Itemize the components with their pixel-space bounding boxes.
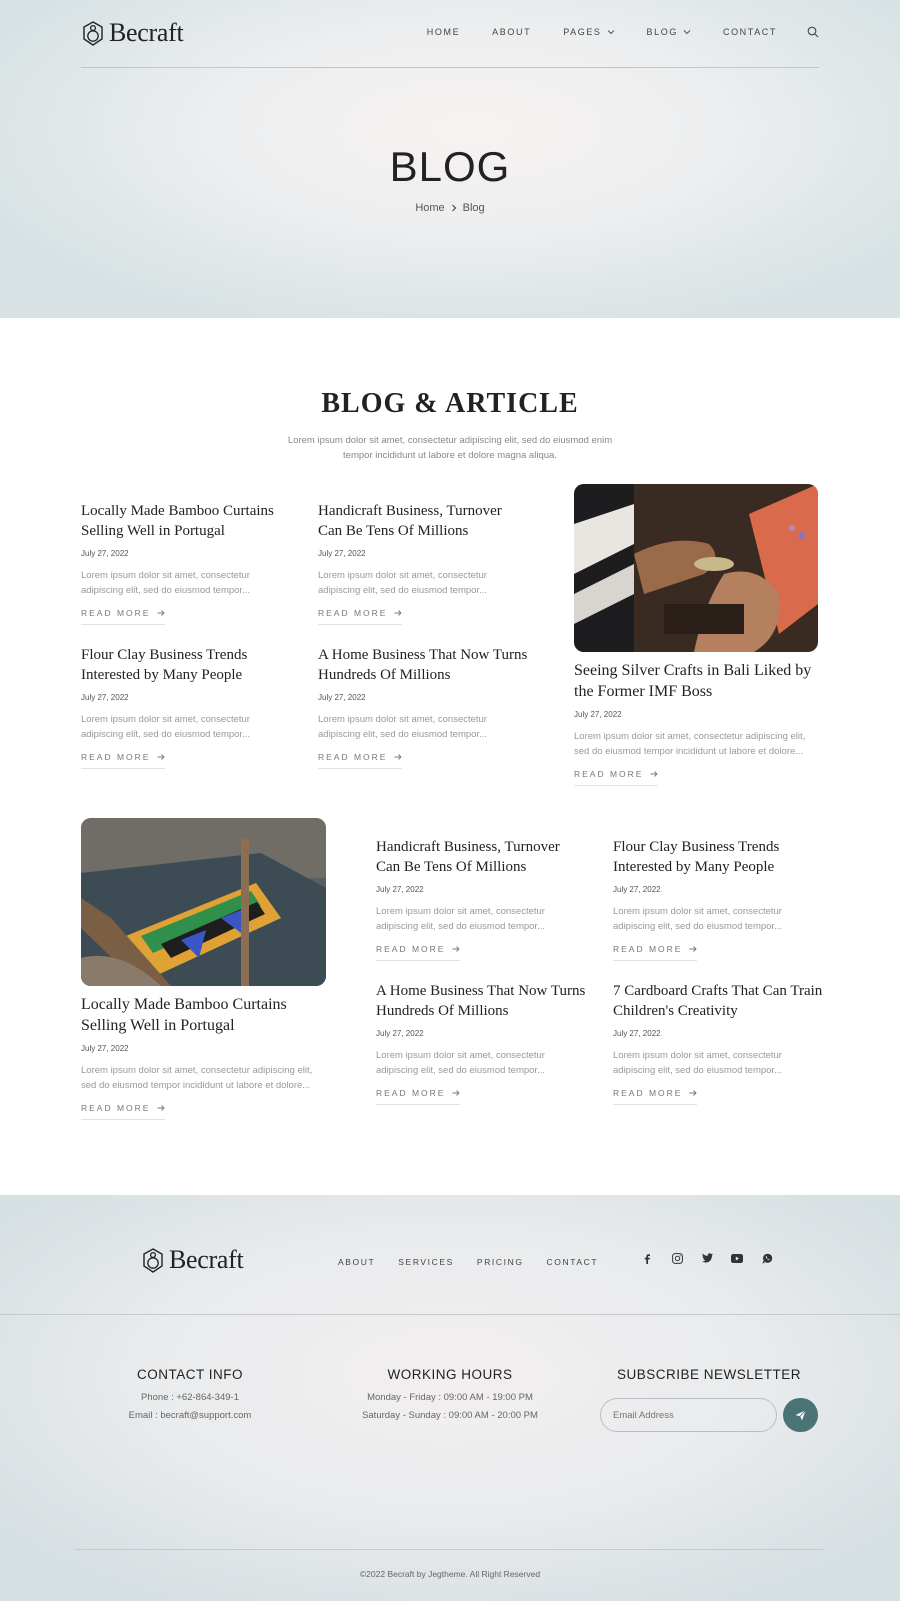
twitter-icon[interactable] <box>700 1251 714 1265</box>
read-more-label: READ MORE <box>613 944 683 954</box>
main-nav <box>427 26 819 38</box>
footer-brand-logo[interactable] <box>141 1245 243 1275</box>
post-date: July 27, 2022 <box>318 549 366 558</box>
weaving-loom-photo <box>81 818 326 986</box>
chevron-down-icon <box>683 29 691 35</box>
post-title[interactable]: Locally Made Bamboo Curtains Selling Well in Portugal <box>81 996 287 1034</box>
chevron-down-icon <box>607 29 615 35</box>
post-excerpt: Lorem ipsum dolor sit amet, consectetur adipiscing elit, sed do eiusmod tempor... <box>81 714 250 740</box>
section-title: BLOG & ARTICLE <box>321 388 579 419</box>
post-date: July 27, 2022 <box>376 885 424 894</box>
post-title[interactable]: 7 Cardboard Crafts That Can Train Children's Creativity <box>613 983 823 1019</box>
newsletter-title: SUBSCRIBE NEWSLETTER <box>616 1367 802 1382</box>
read-more-label: READ MORE <box>376 1088 446 1098</box>
post-date: July 27, 2022 <box>376 1029 424 1038</box>
post-excerpt: Lorem ipsum dolor sit amet, consectetur adipiscing elit, sed do eiusmod tempor... <box>376 1050 545 1076</box>
arrow-right-icon <box>689 945 697 953</box>
working-hours-title: WORKING HOURS <box>387 1367 513 1382</box>
post-image-weaving[interactable] <box>81 818 326 986</box>
copyright: ©2022 Becraft by Jegtheme. All Right Reserved <box>359 1569 541 1579</box>
nav-home[interactable] <box>427 27 460 37</box>
nav-about[interactable] <box>492 27 531 37</box>
nav-about-label: ABOUT <box>492 27 532 37</box>
search-icon[interactable] <box>807 26 819 38</box>
nav-contact-label: CONTACT <box>722 27 777 37</box>
post-date: July 27, 2022 <box>81 693 129 702</box>
read-more-label: READ MORE <box>81 1103 151 1113</box>
nav-contact[interactable] <box>723 27 777 37</box>
blog-post-card <box>81 645 281 769</box>
nav-blog[interactable] <box>647 27 691 37</box>
read-more-label: READ MORE <box>318 752 388 762</box>
brand-name: Becraft <box>169 1245 244 1274</box>
newsletter-submit-button[interactable] <box>783 1398 818 1432</box>
arrow-right-icon <box>650 770 658 778</box>
post-excerpt: Lorem ipsum dolor sit amet, consectetur adipiscing elit, sed do eiusmod tempor... <box>613 1050 782 1076</box>
read-more-link[interactable] <box>613 944 697 961</box>
arrow-right-icon <box>452 1089 460 1097</box>
read-more-link[interactable] <box>318 608 402 625</box>
post-excerpt: Lorem ipsum dolor sit amet, consectetur adipiscing elit, sed do eiusmod tempor... <box>318 714 487 740</box>
read-more-link[interactable] <box>376 944 460 961</box>
read-more-link[interactable] <box>318 752 402 769</box>
site-header <box>81 0 819 68</box>
arrow-right-icon <box>394 753 402 761</box>
footer-nav-about[interactable]: ABOUT <box>338 1257 376 1267</box>
read-more-link[interactable] <box>81 1103 165 1120</box>
contact-info-title: CONTACT INFO <box>137 1367 243 1382</box>
footer-nav <box>338 1257 598 1267</box>
send-icon <box>795 1410 806 1421</box>
page-title: BLOG <box>389 143 511 190</box>
brand-logo-icon <box>81 18 105 48</box>
post-date: July 27, 2022 <box>81 1044 129 1053</box>
post-excerpt: Lorem ipsum dolor sit amet, consectetur adipiscing elit, sed do eiusmod tempor incididunt ut labore et dolore... <box>81 1065 313 1091</box>
section-subtitle: Lorem ipsum dolor sit amet, consectetur adipiscing elit, sed do eiusmod enim tempor incididunt ut labore et dolore magna aliqua. <box>287 435 613 461</box>
breadcrumb <box>0 202 900 214</box>
read-more-label: READ MORE <box>81 608 151 618</box>
post-title[interactable]: A Home Business That Now Turns Hundreds Of Millions <box>318 647 528 683</box>
read-more-label: READ MORE <box>574 769 644 779</box>
post-excerpt: Lorem ipsum dolor sit amet, consectetur adipiscing elit, sed do eiusmod tempor... <box>613 906 782 932</box>
breadcrumb-current: Blog <box>462 202 485 214</box>
read-more-link[interactable] <box>613 1088 697 1105</box>
post-title[interactable]: Flour Clay Business Trends Interested by Many People <box>613 839 780 875</box>
arrow-right-icon <box>689 1089 697 1097</box>
footer-nav-pricing[interactable]: PRICING <box>476 1257 524 1267</box>
blog-post-card <box>613 837 823 961</box>
nav-pages-label: PAGES <box>563 27 602 37</box>
contact-email[interactable]: Email : becraft@support.com <box>128 1410 252 1421</box>
arrow-right-icon <box>394 609 402 617</box>
footer-divider <box>75 1549 825 1550</box>
read-more-label: READ MORE <box>376 944 446 954</box>
brand-logo[interactable] <box>81 18 183 48</box>
post-excerpt: Lorem ipsum dolor sit amet, consectetur adipiscing elit, sed do eiusmod tempor... <box>81 570 250 596</box>
arrow-right-icon <box>452 945 460 953</box>
blog-post-card <box>81 994 326 1120</box>
hours-weekend: Saturday - Sunday : 09:00 AM - 20:00 PM <box>362 1410 538 1421</box>
chevron-right-icon <box>451 204 457 212</box>
nav-home-label: HOME <box>426 27 461 37</box>
social-links <box>640 1251 774 1265</box>
working-hours <box>340 1367 560 1421</box>
brand-logo-icon <box>141 1245 165 1275</box>
youtube-icon[interactable] <box>730 1251 744 1265</box>
blog-post-card <box>574 660 818 786</box>
read-more-link[interactable] <box>376 1088 460 1105</box>
brand-name: Becraft <box>109 18 184 47</box>
facebook-icon[interactable] <box>640 1251 654 1265</box>
instagram-icon[interactable] <box>670 1251 684 1265</box>
footer-nav-services[interactable]: SERVICES <box>398 1257 454 1267</box>
read-more-link[interactable] <box>81 752 165 769</box>
arrow-right-icon <box>157 609 165 617</box>
whatsapp-icon[interactable] <box>760 1251 774 1265</box>
nav-pages[interactable] <box>563 27 614 37</box>
post-excerpt: Lorem ipsum dolor sit amet, consectetur adipiscing elit, sed do eiusmod tempor... <box>376 906 545 932</box>
post-title[interactable]: A Home Business That Now Turns Hundreds Of Millions <box>376 983 586 1019</box>
post-title[interactable]: Flour Clay Business Trends Interested by Many People <box>81 647 248 683</box>
newsletter-email-input[interactable] <box>600 1398 777 1432</box>
blog-post-card <box>81 501 281 625</box>
post-date: July 27, 2022 <box>574 710 622 719</box>
post-date: July 27, 2022 <box>613 885 661 894</box>
read-more-label: READ MORE <box>81 752 151 762</box>
arrow-right-icon <box>157 753 165 761</box>
site-footer <box>0 1195 900 1601</box>
post-title[interactable]: Handicraft Business, Turnover Can Be Tens Of Millions <box>318 503 502 539</box>
footer-nav-contact[interactable]: CONTACT <box>546 1257 599 1267</box>
post-title[interactable]: Seeing Silver Crafts in Bali Liked by the Former IMF Boss <box>574 662 812 700</box>
post-date: July 27, 2022 <box>81 549 129 558</box>
read-more-link[interactable] <box>81 608 165 625</box>
post-image-silver-crafts[interactable] <box>574 484 818 652</box>
hours-weekday: Monday - Friday : 09:00 AM - 19:00 PM <box>367 1392 533 1403</box>
post-title[interactable]: Handicraft Business, Turnover Can Be Tens Of Millions <box>376 839 560 875</box>
blog-post-card <box>376 981 586 1105</box>
arrow-right-icon <box>157 1104 165 1112</box>
blog-post-card <box>613 981 823 1105</box>
footer-top-row <box>0 1195 900 1315</box>
post-date: July 27, 2022 <box>613 1029 661 1038</box>
read-more-label: READ MORE <box>318 608 388 618</box>
post-excerpt: Lorem ipsum dolor sit amet, consectetur adipiscing elit, sed do eiusmod tempor incididunt ut labore et dolore... <box>574 731 806 757</box>
newsletter <box>609 1367 809 1382</box>
read-more-link[interactable] <box>574 769 658 786</box>
nav-blog-label: BLOG <box>646 27 678 37</box>
post-date: July 27, 2022 <box>318 693 366 702</box>
contact-phone: Phone : +62-864-349-1 <box>141 1392 239 1403</box>
blog-post-card <box>318 501 528 625</box>
post-excerpt: Lorem ipsum dolor sit amet, consectetur adipiscing elit, sed do eiusmod tempor... <box>318 570 487 596</box>
read-more-label: READ MORE <box>613 1088 683 1098</box>
blog-post-card <box>318 645 528 769</box>
silver-crafts-photo <box>574 484 818 652</box>
breadcrumb-home[interactable]: Home <box>415 202 445 214</box>
blog-post-card <box>376 837 586 961</box>
post-title[interactable]: Locally Made Bamboo Curtains Selling Well in Portugal <box>81 503 274 539</box>
contact-info <box>110 1367 270 1421</box>
